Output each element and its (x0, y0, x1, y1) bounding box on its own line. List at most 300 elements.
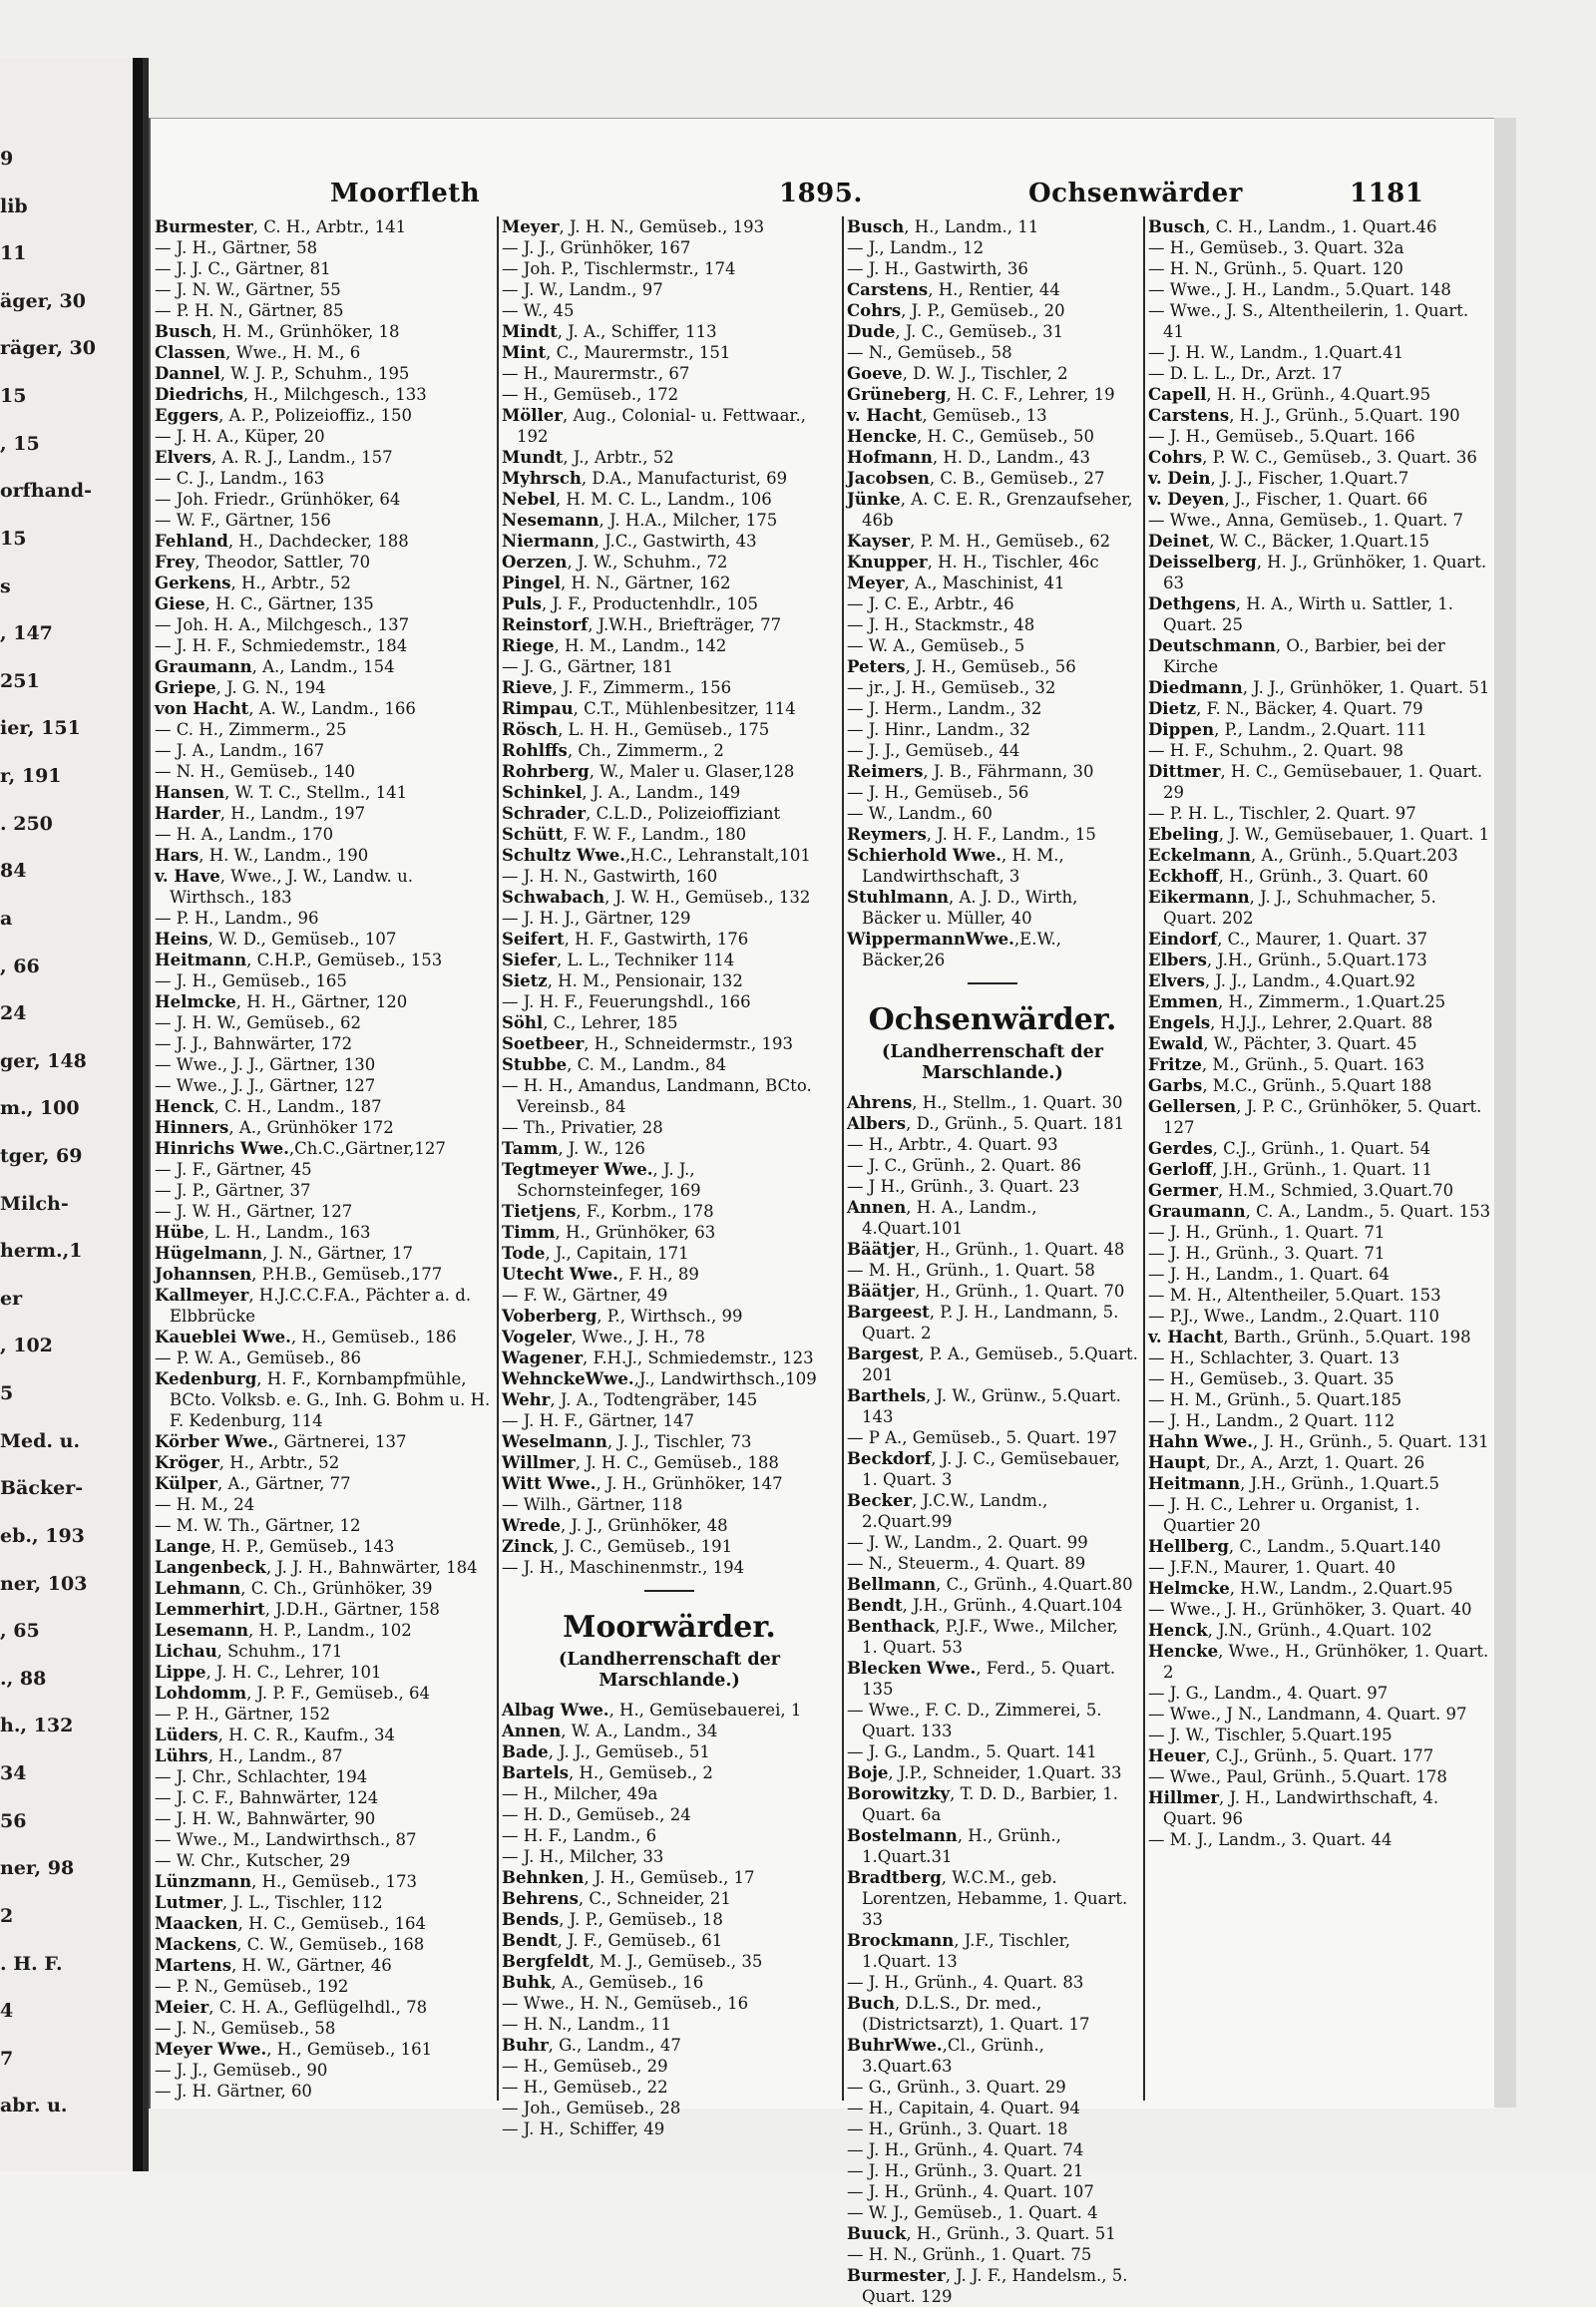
section-rule (644, 1590, 694, 1592)
previous-page-text: herm.,1 (0, 1240, 83, 1263)
directory-entry: Grüneberg, H. C. F., Lehrer, 19 (847, 385, 1115, 404)
directory-entry: — J. G., Gärtner, 181 (502, 657, 673, 676)
directory-entry: Hügelmann, J. N., Gärtner, 17 (155, 1244, 413, 1263)
directory-entry: — H. H., Amandus, Landmann, BCto. Vereinsb., 84 (502, 1076, 812, 1116)
directory-entry: — J. W., Landm., 97 (502, 280, 663, 299)
previous-page-text: ger, 148 (0, 1049, 87, 1072)
directory-entry: — Th., Privatier, 28 (502, 1118, 663, 1137)
directory-entry: — H., Schlachter, 3. Quart. 13 (1148, 1348, 1399, 1367)
directory-entry: — J. P., Gärtner, 37 (155, 1181, 311, 1200)
directory-entry: Timm, H., Grünhöker, 63 (502, 1223, 716, 1242)
directory-entry: Frey, Theodor, Sattler, 70 (155, 553, 371, 572)
directory-entry: — H., Grünh., 3. Quart. 18 (847, 2119, 1068, 2138)
directory-entry: Hinrichs Wwe.,Ch.C.,Gärtner,127 (155, 1139, 446, 1158)
directory-entry: Rimpau, C.T., Mühlenbesitzer, 114 (502, 699, 796, 718)
directory-entry: — W. A., Gemüseb., 5 (847, 636, 1025, 655)
directory-entry: Heins, W. D., Gemüseb., 107 (155, 930, 397, 949)
directory-entry: — H. F., Schuhm., 2. Quart. 98 (1148, 741, 1404, 760)
directory-entry: — D. L. L., Dr., Arzt. 17 (1148, 364, 1343, 383)
directory-entry: Annen, W. A., Landm., 34 (502, 1722, 718, 1740)
previous-page-text: 34 (0, 1762, 27, 1785)
directory-entry: Diedmann, J. J., Grünhöker, 1. Quart. 51 (1148, 678, 1490, 697)
directory-entry: Hofmann, H. D., Landm., 43 (847, 448, 1090, 467)
directory-entry: Soetbeer, H., Schneidermstr., 193 (502, 1034, 793, 1053)
directory-entry: — J. Herm., Landm., 32 (847, 699, 1042, 718)
directory-entry: Lührs, H., Landm., 87 (155, 1746, 343, 1765)
page-number: 1181 (1350, 179, 1424, 208)
directory-entry: — H. N., Landm., 11 (502, 2015, 672, 2034)
directory-entry: — J. H. N., Gastwirth, 160 (502, 867, 718, 886)
directory-entry: — J. H., Schiffer, 49 (502, 2119, 665, 2138)
directory-entry: — H. D., Gemüseb., 24 (502, 1805, 691, 1824)
directory-entry: Rieve, J. F., Zimmerm., 156 (502, 678, 732, 697)
directory-entry: Voberberg, P., Wirthsch., 99 (502, 1307, 743, 1326)
directory-entry: Zinck, J. C., Gemüseb., 191 (502, 1537, 733, 1556)
directory-entry: Bargeest, P. J. H., Landmann, 5. Quart. 2 (847, 1303, 1119, 1343)
previous-page-text: r, 191 (0, 765, 62, 788)
directory-entry: — J. H. F., Schmiedemstr., 184 (155, 636, 408, 655)
directory-entry: Fehland, H., Dachdecker, 188 (155, 532, 409, 551)
directory-entry: — J. J., Bahnwärter, 172 (155, 1034, 353, 1053)
directory-entry: Witt Wwe., J. H., Grünhöker, 147 (502, 1474, 783, 1493)
directory-entry: Bäätjer, H., Grünh., 1. Quart. 70 (847, 1282, 1125, 1301)
directory-entry: — J. H., Milcher, 33 (502, 1847, 664, 1866)
book-binding (133, 58, 143, 2171)
directory-entry: Pingel, H. N., Gärtner, 162 (502, 574, 731, 592)
directory-entry: Söhl, C., Lehrer, 185 (502, 1013, 678, 1032)
directory-entry: Bendt, J.H., Grünh., 4.Quart.104 (847, 1596, 1123, 1615)
directory-entry: Gellersen, J. P. C., Grünhöker, 5. Quart. 127 (1148, 1097, 1482, 1137)
directory-entry: Graumann, A., Landm., 154 (155, 657, 395, 676)
directory-entry: — Wilh., Gärtner, 118 (502, 1495, 683, 1514)
column-2 (502, 216, 837, 2138)
previous-page-text: 2 (0, 1904, 14, 1927)
directory-entry: Kaueblei Wwe., H., Gemüseb., 186 (155, 1328, 457, 1346)
directory-entry: Meyer Wwe., H., Gemüseb., 161 (155, 2040, 433, 2059)
directory-entry: — W. F., Gärtner, 156 (155, 511, 331, 530)
directory-entry: Buuck, H., Grünh., 3. Quart. 51 (847, 2224, 1116, 2243)
directory-entry: Jünke, A. C. E. R., Grenzaufseher, 46b (847, 490, 1133, 530)
directory-entry: Bade, J. J., Gemüseb., 51 (502, 1742, 710, 1761)
directory-entry: Ewald, W., Pächter, 3. Quart. 45 (1148, 1034, 1417, 1053)
directory-entry: Tamm, J. W., 126 (502, 1139, 645, 1158)
directory-entry: — J. H., Landm., 1. Quart. 64 (1148, 1265, 1391, 1284)
previous-page-text: Med. u. (0, 1429, 81, 1452)
directory-entry: Buhr, G., Landm., 47 (502, 2036, 681, 2055)
previous-page-text: 11 (0, 242, 27, 265)
directory-entry: Diedrichs, H., Milchgesch., 133 (155, 385, 427, 404)
directory-entry: — C. J., Landm., 163 (155, 469, 325, 488)
directory-entry: Rohlffs, Ch., Zimmerm., 2 (502, 741, 724, 760)
directory-entry: Helmcke, H. H., Gärtner, 120 (155, 992, 408, 1011)
directory-entry: BuhrWwe.,Cl., Grünh., 3.Quart.63 (847, 2036, 1044, 2076)
directory-entry: — H., Maurermstr., 67 (502, 364, 690, 383)
directory-entry: Reinstorf, J.W.H., Briefträger, 77 (502, 615, 782, 634)
directory-entry: Nebel, H. M. C. L., Landm., 106 (502, 490, 772, 509)
directory-entry: — H., Milcher, 49a (502, 1784, 658, 1803)
previous-page-text: orfhand- (0, 480, 92, 503)
directory-entry: Graumann, C. A., Landm., 5. Quart. 153 (1148, 1202, 1491, 1221)
directory-entry: — J. H. W., Landm., 1.Quart.41 (1148, 343, 1404, 362)
directory-entry: — J. J. C., Gärtner, 81 (155, 259, 331, 278)
directory-entry: Bargest, P. A., Gemüseb., 5.Quart. 201 (847, 1345, 1138, 1384)
directory-entry: Bäätjer, H., Grünh., 1. Quart. 48 (847, 1240, 1125, 1259)
directory-entry: — J. J., Grünhöker, 167 (502, 238, 691, 257)
directory-entry: — Wwe., J. J., Gärtner, 127 (155, 1076, 376, 1095)
directory-entry: Dannel, W. J. P., Schuhm., 195 (155, 364, 410, 383)
directory-entry: Rösch, L. H. H., Gemüseb., 175 (502, 720, 770, 739)
directory-entry: Eckelmann, A., Grünh., 5.Quart.203 (1148, 846, 1458, 865)
directory-entry: Busch, C. H., Landm., 1. Quart.46 (1148, 217, 1437, 236)
directory-entry: — Wwe., M., Landwirthsch., 87 (155, 1830, 417, 1849)
directory-entry: — H. M., 24 (155, 1495, 255, 1514)
directory-entry: v. Dein, J. J., Fischer, 1.Quart.7 (1148, 469, 1409, 488)
directory-entry: Eckhoff, H., Grünh., 3. Quart. 60 (1148, 867, 1428, 886)
previous-page-text: , 66 (0, 955, 40, 977)
directory-entry: Bends, J. P., Gemüseb., 18 (502, 1910, 723, 1929)
directory-entry: Borowitzky, T. D. D., Barbier, 1. Quart. 6a (847, 1784, 1118, 1824)
previous-page-text: 9 (0, 148, 14, 170)
previous-page-text: 4 (0, 2000, 14, 2023)
directory-entry: Eindorf, C., Maurer, 1. Quart. 37 (1148, 930, 1428, 949)
directory-entry: Willmer, J. H. C., Gemüseb., 188 (502, 1453, 779, 1472)
directory-entry: — J. A., Landm., 167 (155, 741, 325, 760)
directory-entry: — H. F., Landm., 6 (502, 1826, 657, 1845)
directory-entry: Kedenburg, H. F., Kornbampfmühle, BCto. Volksb. e. G., Inh. G. Bohm u. H. F. Kedenburg, 114 (155, 1369, 491, 1430)
directory-entry: — J. H., Gärtner, 58 (155, 238, 318, 257)
previous-page-text: 15 (0, 385, 27, 408)
previous-page-text: , 102 (0, 1335, 53, 1357)
previous-page-text: ier, 151 (0, 717, 81, 740)
directory-entry: Boje, J.P., Schneider, 1.Quart. 33 (847, 1763, 1122, 1782)
previous-page-text: , 65 (0, 1620, 40, 1643)
directory-entry: Elvers, A. R. J., Landm., 157 (155, 448, 393, 467)
directory-entry: Schrader, C.L.D., Polizeioffiziant (502, 804, 781, 823)
previous-page-text: ner, 103 (0, 1572, 88, 1595)
directory-entry: Becker, J.C.W., Landm., 2.Quart.99 (847, 1491, 1048, 1531)
directory-entry: — J. H. Gärtner, 60 (155, 2082, 312, 2101)
directory-entry: Benthack, P.J.F., Wwe., Milcher, 1. Quart. 53 (847, 1617, 1118, 1657)
previous-page-text: s (0, 575, 11, 597)
page-edge-shadow (1494, 118, 1516, 2108)
directory-entry: Busch, H. M., Grünhöker, 18 (155, 322, 400, 341)
directory-entry: — J. Hinr., Landm., 32 (847, 720, 1031, 739)
directory-entry: Gerdes, C.J., Grünh., 1. Quart. 54 (1148, 1139, 1431, 1158)
directory-entry: — jr., J. H., Gemüseb., 32 (847, 678, 1056, 697)
directory-entry: Dittmer, H. C., Gemüsebauer, 1. Quart. 29 (1148, 762, 1483, 802)
directory-entry: Bendt, J. F., Gemüseb., 61 (502, 1931, 723, 1950)
previous-page-text: ner, 98 (0, 1857, 75, 1880)
directory-entry: Johannsen, P.H.B., Gemüseb.,177 (155, 1265, 443, 1284)
directory-entry: Giese, H. C., Gärtner, 135 (155, 594, 374, 613)
directory-entry: Brockmann, J.F., Tischler, 1.Quart. 13 (847, 1931, 1070, 1971)
directory-entry: Carstens, H., Rentier, 44 (847, 280, 1060, 299)
directory-entry: Beckdorf, J. J. C., Gemüsebauer, 1. Quart. 3 (847, 1449, 1120, 1489)
directory-entry: Stuhlmann, A. J. D., Wirth, Bäcker u. Müller, 40 (847, 888, 1078, 928)
directory-entry: Mindt, J. A., Schiffer, 113 (502, 322, 717, 341)
directory-entry: Ebeling, J. W., Gemüsebauer, 1. Quart. 1 (1148, 825, 1490, 844)
directory-entry: Meyer, A., Maschinist, 41 (847, 574, 1065, 592)
directory-entry: — M. W. Th., Gärtner, 12 (155, 1516, 361, 1535)
directory-entry: Langenbeck, J. J. H., Bahnwärter, 184 (155, 1558, 478, 1577)
directory-entry: — Joh. P., Tischlermstr., 174 (502, 259, 736, 278)
section-title: Moorwärder. (563, 1610, 776, 1645)
directory-entry: — W., Landm., 60 (847, 804, 993, 823)
directory-entry: — M. H., Grünh., 1. Quart. 58 (847, 1261, 1095, 1280)
header-year: 1895. (779, 179, 863, 208)
directory-entry: — J. N., Gemüseb., 58 (155, 2019, 336, 2038)
directory-entry: Heitmann, C.H.P., Gemüseb., 153 (155, 951, 443, 969)
directory-entry: — W., 45 (502, 301, 575, 320)
directory-entry: — J. H., Gemüseb., 165 (155, 971, 347, 990)
directory-entry: Niermann, J.C., Gastwirth, 43 (502, 532, 757, 551)
directory-entry: Stubbe, C. M., Landm., 84 (502, 1055, 727, 1074)
previous-page-text: lib (0, 194, 28, 217)
directory-entry: Burmester, C. H., Arbtr., 141 (155, 217, 407, 236)
directory-entry: Myhrsch, D.A., Manufacturist, 69 (502, 469, 788, 488)
previous-page-text: 56 (0, 1809, 27, 1832)
directory-entry: Reymers, J. H. F., Landm., 15 (847, 825, 1096, 844)
directory-entry: v. Have, Wwe., J. W., Landw. u. Wirthsch., 183 (155, 867, 414, 907)
directory-entry: Annen, H. A., Landm., 4.Quart.101 (847, 1198, 1037, 1238)
directory-entry: — P. H. N., Gärtner, 85 (155, 301, 344, 320)
column-3 (847, 216, 1138, 2306)
directory-entry: Henck, J.N., Grünh., 4.Quart. 102 (1148, 1621, 1432, 1640)
directory-entry: Schultz Wwe.,H.C., Lehranstalt,101 (502, 846, 811, 865)
directory-entry: Blecken Wwe., Ferd., 5. Quart. 135 (847, 1659, 1116, 1699)
column-divider (1143, 216, 1145, 2101)
previous-page-text: Milch- (0, 1192, 69, 1215)
directory-entry: Emmen, H., Zimmerm., 1.Quart.25 (1148, 992, 1446, 1011)
previous-page-text: . H. F. (0, 1952, 63, 1975)
directory-entry: — H., Gemüseb., 22 (502, 2078, 668, 2097)
previous-page-text: tger, 69 (0, 1145, 83, 1167)
directory-entry: — H., Gemüseb., 3. Quart. 35 (1148, 1369, 1395, 1388)
directory-entry: — J H., Grünh., 3. Quart. 23 (847, 1177, 1080, 1196)
directory-entry: Buhk, A., Gemüseb., 16 (502, 1973, 704, 1992)
directory-entry: Weselmann, J. J., Tischler, 73 (502, 1432, 752, 1451)
previous-page-text: er (0, 1287, 23, 1310)
directory-entry: Lemmerhirt, J.D.H., Gärtner, 158 (155, 1600, 440, 1619)
directory-entry: — Wwe., J. H., Grünhöker, 3. Quart. 40 (1148, 1600, 1472, 1619)
directory-entry: Bartels, H., Gemüseb., 2 (502, 1763, 713, 1782)
directory-entry: — H., Capitain, 4. Quart. 94 (847, 2099, 1081, 2117)
directory-entry: WippermannWwe.,E.W., Bäcker,26 (847, 930, 1062, 969)
directory-entry: Deinet, W. C., Bäcker, 1.Quart.15 (1148, 532, 1430, 551)
directory-entry: Puls, J. F., Productenhdlr., 105 (502, 594, 759, 613)
directory-entry: — M. J., Landm., 3. Quart. 44 (1148, 1830, 1393, 1849)
directory-entry: Gerloff, J.H., Grünh., 1. Quart. 11 (1148, 1160, 1432, 1179)
directory-entry: — Wwe., J. S., Altentheilerin, 1. Quart. 41 (1148, 301, 1469, 341)
directory-entry: Buch, D.L.S., Dr. med., (Districtsarzt), 1. Quart. 17 (847, 1994, 1090, 2034)
directory-entry: Lehmann, C. Ch., Grünhöker, 39 (155, 1579, 433, 1598)
directory-entry: Dippen, P., Landm., 2.Quart. 111 (1148, 720, 1427, 739)
directory-entry: — J. H., Landm., 2 Quart. 112 (1148, 1411, 1396, 1430)
directory-entry: WehnckeWwe.,J., Landwirthsch.,109 (502, 1369, 817, 1388)
directory-entry: Rohrberg, W., Maler u. Glaser,128 (502, 762, 795, 781)
previous-page-text: räger, 30 (0, 337, 96, 360)
directory-entry: Hinners, A., Grünhöker 172 (155, 1118, 394, 1137)
directory-entry: Riege, H. M., Landm., 142 (502, 636, 727, 655)
directory-entry: — J., Landm., 12 (847, 238, 985, 257)
directory-entry: Wagener, F.H.J., Schmiedemstr., 123 (502, 1348, 814, 1367)
previous-page-text: abr. u. (0, 2095, 68, 2117)
directory-entry: Dietz, F. N., Bäcker, 4. Quart. 79 (1148, 699, 1423, 718)
directory-entry: Ahrens, H., Stellm., 1. Quart. 30 (847, 1093, 1123, 1112)
directory-entry: — Wwe., J N., Landmann, 4. Quart. 97 (1148, 1705, 1467, 1724)
directory-entry: Maacken, H. C., Gemüseb., 164 (155, 1914, 427, 1933)
directory-entry: — H., Arbtr., 4. Quart. 93 (847, 1135, 1058, 1154)
directory-entry: — N., Steuerm., 4. Quart. 89 (847, 1554, 1086, 1573)
directory-entry: — H. N., Grünh., 1. Quart. 75 (847, 2245, 1092, 2264)
directory-entry: — J. H., Gemüseb., 5.Quart. 166 (1148, 427, 1415, 446)
directory-entry: — Wwe., Paul, Grünh., 5.Quart. 178 (1148, 1767, 1447, 1786)
directory-entry: Siefer, L. L., Techniker 114 (502, 951, 735, 969)
directory-entry: Helmcke, H.W., Landm., 2.Quart.95 (1148, 1579, 1453, 1598)
directory-entry: Bostelmann, H., Grünh., 1.Quart.31 (847, 1826, 1061, 1866)
directory-entry: — J. F., Gärtner, 45 (155, 1160, 312, 1179)
directory-entry: Külper, A., Gärtner, 77 (155, 1474, 351, 1493)
column-divider (497, 216, 499, 2101)
directory-entry: — H. A., Landm., 170 (155, 825, 334, 844)
directory-entry: — J. N. W., Gärtner, 55 (155, 280, 341, 299)
directory-entry: Utecht Wwe., F. H., 89 (502, 1265, 699, 1284)
directory-entry: Cohrs, P. W. C., Gemüseb., 3. Quart. 36 (1148, 448, 1477, 467)
previous-page-text: 84 (0, 860, 27, 883)
directory-entry: Seifert, H. F., Gastwirth, 176 (502, 930, 749, 949)
directory-entry: v. Hacht, Barth., Grünh., 5.Quart. 198 (1148, 1328, 1471, 1346)
directory-entry: Hillmer, J. H., Landwirthschaft, 4. Quart. 96 (1148, 1788, 1439, 1828)
directory-entry: Heitmann, J.H., Grünh., 1.Quart.5 (1148, 1474, 1439, 1493)
directory-entry: — Wwe., J. J., Gärtner, 130 (155, 1055, 376, 1074)
directory-entry: Deisselberg, H. J., Grünhöker, 1. Quart. 63 (1148, 553, 1487, 592)
directory-entry: — P A., Gemüseb., 5. Quart. 197 (847, 1428, 1117, 1447)
directory-entry: — W. J., Gemüseb., 1. Quart. 4 (847, 2203, 1098, 2222)
directory-entry: Germer, H.M., Schmied, 3.Quart.70 (1148, 1181, 1454, 1200)
directory-entry: — Wwe., H. N., Gemüseb., 16 (502, 1994, 749, 2013)
directory-entry: Schütt, F. W. F., Landm., 180 (502, 825, 747, 844)
directory-entry: — P. W. A., Gemüseb., 86 (155, 1348, 361, 1367)
directory-entry: Dude, J. C., Gemüseb., 31 (847, 322, 1064, 341)
directory-entry: — F. W., Gärtner, 49 (502, 1286, 668, 1305)
directory-entry: Schwabach, J. W. H., Gemüseb., 132 (502, 888, 811, 907)
directory-entry: Bradtberg, W.C.M., geb. Lorentzen, Hebamme, 1. Quart. 33 (847, 1868, 1128, 1929)
directory-entry: Kayser, P. M. H., Gemüseb., 62 (847, 532, 1111, 551)
directory-entry: Meyer, J. H. N., Gemüseb., 193 (502, 217, 765, 236)
directory-entry: — P. H. L., Tischler, 2. Quart. 97 (1148, 804, 1416, 823)
directory-entry: — J. H., Grünh., 3. Quart. 71 (1148, 1244, 1386, 1263)
directory-entry: — J. W., Landm., 2. Quart. 99 (847, 1533, 1088, 1552)
section-rule (968, 982, 1017, 984)
directory-entry: Oerzen, J. W., Schuhm., 72 (502, 553, 728, 572)
directory-entry: v. Hacht, Gemüseb., 13 (847, 406, 1047, 425)
directory-entry: Schinkel, J. A., Landm., 149 (502, 783, 741, 802)
directory-entry: Mint, C., Maurermstr., 151 (502, 343, 731, 362)
directory-entry: — Joh. Friedr., Grünhöker, 64 (155, 490, 401, 509)
directory-entry: — Wwe., Anna, Gemüseb., 1. Quart. 7 (1148, 511, 1464, 530)
directory-entry: — Wwe., F. C. D., Zimmerei, 5. Quart. 133 (847, 1701, 1102, 1740)
directory-entry: Behrens, C., Schneider, 21 (502, 1889, 731, 1908)
directory-entry: — P.J., Wwe., Landm., 2.Quart. 110 (1148, 1307, 1439, 1326)
directory-entry: Hansen, W. T. C., Stellm., 141 (155, 783, 408, 802)
directory-entry: Lange, H. P., Gemüseb., 143 (155, 1537, 395, 1556)
previous-page-text: , 15 (0, 432, 40, 455)
previous-page-text: m., 100 (0, 1097, 80, 1120)
previous-page-text: ., 88 (0, 1667, 47, 1690)
column-1 (155, 216, 492, 2109)
directory-entry: — J. H. W., Bahnwärter, 90 (155, 1809, 376, 1828)
directory-entry: — J. C. F., Bahnwärter, 124 (155, 1788, 379, 1807)
directory-entry: Heuer, C.J., Grünh., 5. Quart. 177 (1148, 1746, 1434, 1765)
directory-entry: — J. W. H., Gärtner, 127 (155, 1202, 353, 1221)
directory-entry: Hahn Wwe., J. H., Grünh., 5. Quart. 131 (1148, 1432, 1489, 1451)
directory-entry: Elvers, J. J., Landm., 4.Quart.92 (1148, 971, 1416, 990)
directory-entry: — J. H. A., Küper, 20 (155, 427, 325, 446)
directory-entry: — J. G., Landm., 4. Quart. 97 (1148, 1684, 1389, 1703)
directory-entry: Vogeler, Wwe., J. H., 78 (502, 1328, 705, 1346)
directory-entry: Tode, J., Capitain, 171 (502, 1244, 689, 1263)
directory-entry: — J. H., Gastwirth, 36 (847, 259, 1028, 278)
directory-entry: Albers, D., Grünh., 5. Quart. 181 (847, 1114, 1125, 1133)
directory-entry: Nesemann, J. H.A., Milcher, 175 (502, 511, 778, 530)
directory-entry: Haupt, Dr., A., Arzt, 1. Quart. 26 (1148, 1453, 1425, 1472)
section-subtitle: (Landherrenschaft der Marschlande.) (882, 1042, 1103, 1083)
directory-entry: Goeve, D. W. J., Tischler, 2 (847, 364, 1068, 383)
directory-entry: — J. H., Grünh., 4. Quart. 83 (847, 1973, 1084, 1992)
directory-entry: — J. Chr., Schlachter, 194 (155, 1767, 368, 1786)
section-subtitle: (Landherrenschaft der Marschlande.) (559, 1650, 780, 1691)
directory-entry: — G., Grünh., 3. Quart. 29 (847, 2078, 1066, 2097)
directory-entry: Cohrs, J. P., Gemüseb., 20 (847, 301, 1065, 320)
directory-entry: — J. C. E., Arbtr., 46 (847, 594, 1014, 613)
directory-entry: Griepe, J. G. N., 194 (155, 678, 326, 697)
directory-entry: Lüders, H. C. R., Kaufm., 34 (155, 1726, 395, 1744)
directory-entry: — H., Gemüseb., 172 (502, 385, 679, 404)
directory-entry: — H. M., Grünh., 5. Quart.185 (1148, 1390, 1402, 1409)
directory-entry: — J. H., Maschinenmstr., 194 (502, 1558, 745, 1577)
directory-entry: Kallmeyer, H.J.C.C.F.A., Pächter a. d. Elbbrücke (155, 1286, 472, 1326)
directory-entry: Hencke, Wwe., H., Grünhöker, 1. Quart. 2 (1148, 1642, 1489, 1682)
directory-entry: — J. H., Grünh., 4. Quart. 107 (847, 2182, 1094, 2201)
directory-entry: Wehr, J. A., Todtengräber, 145 (502, 1390, 758, 1409)
directory-entry: Lünzmann, H., Gemüseb., 173 (155, 1872, 417, 1891)
directory-entry: Mundt, J., Arbtr., 52 (502, 448, 674, 467)
directory-entry: — P. H., Gärtner, 152 (155, 1705, 331, 1724)
directory-entry: — Joh. H. A., Milchgesch., 137 (155, 615, 410, 634)
directory-entry: — J. H., Grünh., 1. Quart. 71 (1148, 1223, 1386, 1242)
directory-entry: Garbs, M.C., Grünh., 5.Quart 188 (1148, 1076, 1432, 1095)
column-4 (1148, 216, 1492, 2109)
section-title: Ochsenwärder. (868, 1002, 1117, 1037)
directory-entry: — W. Chr., Kutscher, 29 (155, 1851, 351, 1870)
directory-entry: Bellmann, C., Grünh., 4.Quart.80 (847, 1575, 1133, 1594)
directory-entry: Barthels, J. W., Grünw., 5.Quart. 143 (847, 1386, 1121, 1426)
directory-entry: Jacobsen, C. B., Gemüseb., 27 (847, 469, 1105, 488)
directory-entry: Reimers, J. B., Fährmann, 30 (847, 762, 1094, 781)
directory-entry: Martens, H. W., Gärtner, 46 (155, 1956, 392, 1975)
directory-entry: Carstens, H. J., Grünh., 5.Quart. 190 (1148, 406, 1460, 425)
directory-entry: — J. H. C., Lehrer u. Organist, 1. Quartier 20 (1148, 1495, 1420, 1535)
directory-entry: Burmester, J. J. F., Handelsm., 5. Quart. 129 (847, 2266, 1128, 2306)
directory-entry: Bergfeldt, M. J., Gemüseb., 35 (502, 1952, 763, 1971)
directory-entry: — Joh., Gemüseb., 28 (502, 2099, 681, 2117)
previous-page-text: 5 (0, 1382, 14, 1405)
directory-entry: — N. H., Gemüseb., 140 (155, 762, 355, 781)
previous-page-fragment (0, 58, 133, 2171)
directory-entry: Möller, Aug., Colonial- u. Fettwaar., 192 (502, 406, 806, 446)
directory-entry: Hellberg, C., Landm., 5.Quart.140 (1148, 1537, 1441, 1556)
directory-entry: Sietz, H. M., Pensionair, 132 (502, 971, 743, 990)
